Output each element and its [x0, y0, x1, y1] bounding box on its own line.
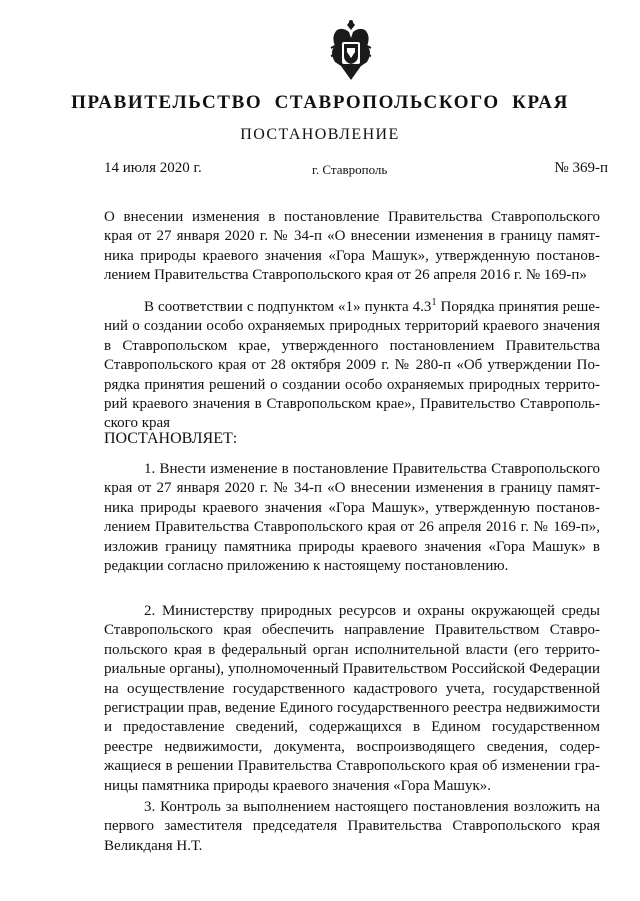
preamble-text: В соответствии с подпунктом «1» пункта 4.3: [144, 299, 432, 315]
organization-title: ПРАВИТЕЛЬСТВО СТАВРОПОЛЬСКОГО КРАЯ: [71, 92, 569, 113]
preamble-text-cont: Порядка принятия решений о создании особо охраняемых природных территорий краевого значения в Ставропольском крае, утвержденного постановлением Правительства Ставропольского края от 28 октября 2009 г. № 280-п «Об утверждении Порядка принятия решений о создании особо охраняемых природных территорий краевого значения в Ставропольском крае», Правительство Ставропольского края: [104, 299, 600, 432]
paragraph-2: 2. Министерству природных ресурсов и охраны окружающей среды Ставропольского края обеспечить направление Правительством Ставропольского края в федеральный орган исполнительной власти (его территориальные органы), уполномоченный Правительством Российской Федерации на осуществление государственного кадастрового учета, государственной регистрации прав, ведение Единого государственного реестра недвижимости и предоставление сведений, содержащихся в Едином государственном реестре недвижимости, документа, воспроизводящего сведения, содержащиеся в решении Правительства Ставропольского края об изменении границы памятника природы краевого значения «Гора Машук».: [104, 603, 600, 794]
decree-heading: ПОСТАНОВЛЯЕТ:: [104, 430, 238, 447]
document-type: ПОСТАНОВЛЕНИЕ: [240, 126, 400, 143]
document-title: О внесении изменения в постановление Правительства Ставропольского края от 27 января 2020 г. № 34-п «О внесении изменения в границу памятника природы краевого значения «Гора Машук», утвержденную постановлением Правительства Ставропольского края от 26 апреля 2016 г. № 169-п»: [104, 209, 600, 284]
document-number: № 369-п: [554, 160, 608, 176]
document-date: 14 июля 2020 г.: [104, 160, 202, 176]
paragraph-3: 3. Контроль за выполнением настоящего постановления возложить на первого заместителя председателя Правительства Ставропольского края Великданя Н.Т.: [104, 799, 600, 854]
preamble-superscript: 1: [431, 297, 437, 308]
paragraph-1: 1. Внести изменение в постановление Правительства Ставропольского края от 27 января 2020 г. № 34-п «О внесении изменения в границу памятника природы краевого значения «Гора Машук», утвержденную постановлением Правительства Ставропольского края от 26 апреля 2016 г. № 169-п», изложив границу памятника природы краевого значения «Гора Машук» в редакции согласно приложению к настоящему постановлению.: [104, 461, 600, 575]
coat-of-arms-emblem: [327, 18, 375, 82]
preamble-paragraph: [104, 298, 600, 434]
document-city: г. Ставрополь: [312, 162, 388, 177]
